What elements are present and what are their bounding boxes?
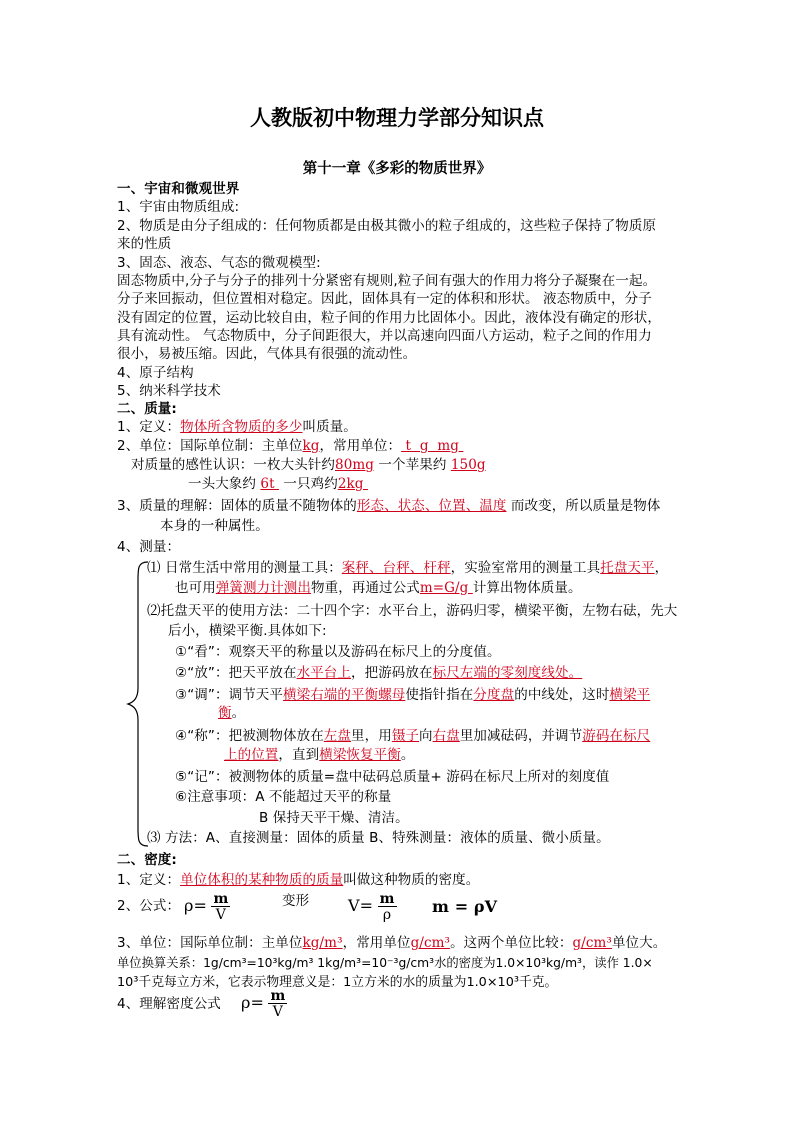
measure-tools-line [175, 579, 582, 597]
step-notes: B 保持天平干燥、清洁。 [259, 810, 409, 826]
key-term: 单位体积的某种物质的质量 [180, 872, 344, 888]
mass-understanding [117, 497, 661, 515]
key-term: 分度盘 [473, 687, 515, 703]
key-term: g/cm³ [572, 935, 612, 951]
text-line: 4、原子结构 [117, 365, 194, 381]
key-term: 2kg [337, 476, 368, 492]
text-line: 4、测量： [117, 539, 181, 555]
measure-methods: ⑶ 方法：A、直接测量：固体的质量 B、特殊测量：液体的质量、微小质量。 [147, 830, 610, 846]
key-term: g/cm³ [410, 935, 451, 951]
key-term: t g mg [401, 438, 464, 454]
text: ②“放”：把天平放在 [175, 665, 297, 681]
key-term: 横梁恢复平衡 [319, 747, 401, 763]
text: ⑴ 日常生活中常用的测量工具： [147, 560, 342, 576]
text: 。 [400, 747, 415, 763]
text: 3、单位：国际单位制：主单位 [117, 935, 303, 951]
v-symbol: V [348, 896, 360, 915]
key-term: 左盘 [323, 728, 351, 744]
text: 1、定义： [117, 419, 181, 435]
density-formula-repeat [241, 986, 287, 1021]
text: 向 [419, 728, 433, 744]
text: 计算出物体质量。 [472, 580, 582, 596]
text-line: 后小，横梁平衡.具体如下: [168, 623, 327, 639]
text: 。 [231, 705, 246, 721]
text: 叫做这种物质的密度。 [343, 872, 480, 888]
section-heading-mass: 二、质量: [117, 401, 177, 417]
unit-conversion: 单位换算关系：1g/cm³=10³kg/m³ 1kg/m³=10⁻³g/cm³水的密度为1.0×10³kg/m³，读作 1.0× [117, 956, 653, 970]
rho-symbol: ρ [241, 993, 251, 1012]
text: 对质量的感性认识：一枚大头针约 [131, 457, 335, 473]
text-line: 变形 [282, 893, 310, 909]
text: 一只鸡约 [279, 476, 338, 492]
text: ④“称”：把被测物体放在 [175, 728, 324, 744]
text: 的中线处，这时 [514, 687, 610, 703]
key-term: 镊子 [391, 728, 420, 744]
numerator: m [270, 987, 286, 1004]
mass-formula: m = ρV [432, 897, 498, 916]
step-weigh [175, 727, 650, 745]
numerator: m [213, 890, 229, 907]
equals-sign: = [193, 896, 208, 915]
text-line: 具有流动性。 气态物质中，分子间距很大，并以高速向四面八方运动，粒子之间的作用力 [117, 328, 652, 344]
key-term: m=G/g [419, 580, 473, 596]
fraction [268, 989, 287, 1020]
text: 叫质量。 [302, 419, 357, 435]
formula-label: 2、公式： [117, 898, 181, 914]
unit-conversion: 10³千克每立方米，它表示物理意义是：1立方米的水的质量为1.0×10³千克。 [117, 975, 558, 990]
text: ，把游码放在 [351, 665, 433, 681]
density-unit [117, 934, 666, 952]
text: 使指针指在 [405, 687, 474, 703]
text: ，实验室常用的测量工具 [450, 560, 601, 576]
key-term: 横梁平 [609, 687, 651, 703]
rho-symbol: ρ [184, 896, 194, 915]
text: 而改变，所以质量是物体 [506, 498, 661, 514]
step-place [175, 664, 582, 682]
step-look: ①“看”：观察天平的称量以及游码在标尺上的分度值。 [175, 644, 501, 660]
text-line: 1、宇宙由物质组成: [117, 199, 240, 215]
step-weigh-cont [224, 746, 414, 764]
section-heading-density: 二、密度: [117, 852, 177, 868]
text-line: 没有固定的位置，运动比较自由，粒子间的作用力比固体小。因此，液体没有确定的形状， [117, 310, 661, 326]
text: ，直到 [278, 747, 320, 763]
key-term: 托盘天平 [600, 560, 655, 576]
key-term: kg/m³ [302, 935, 343, 951]
text: ， [654, 560, 669, 576]
mass-unit [117, 437, 463, 455]
fraction [378, 892, 397, 923]
key-term: 标尺左端的零刻度线处。 [432, 665, 583, 681]
measure-tools-line [147, 559, 668, 577]
step-adjust [175, 686, 650, 704]
denominator: V [272, 1003, 283, 1020]
text-line: ⑵托盘天平的使用方法：二十四个字：水平台上，游码归零，横梁平衡，左物右砝，先大 [147, 603, 678, 619]
key-term: 弹簧测力计测出 [215, 580, 312, 596]
key-term: kg [302, 438, 320, 454]
denominator: V [215, 906, 226, 923]
text: 。这两个单位比较： [450, 935, 573, 951]
text: 一个苹果约 [374, 457, 451, 473]
text-line: 5、纳米科学技术 [117, 383, 221, 399]
text-line: 2、物质是由分子组成的：任何物质都是由极其微小的粒子组成的，这些粒子保持了物质原 [117, 218, 657, 234]
text: 单位大。 [611, 935, 667, 951]
equals-sign: = [359, 896, 374, 915]
key-term: 水平台上 [296, 665, 351, 681]
text: 2、单位：国际单位制：主单位 [117, 438, 303, 454]
text-line: 来的性质 [117, 236, 172, 252]
section-heading-universe: 一、宇宙和微观世界 [117, 181, 240, 197]
text: 1、定义： [117, 872, 181, 888]
step-record: ⑤“记”：被测物体的质量=盘中砝码总质量+ 游码在标尺上所对的刻度值 [175, 769, 610, 785]
chapter-heading: 第十一章《多彩的物质世界》 [302, 160, 492, 177]
key-term: 游码在标尺 [582, 728, 651, 744]
document-title: 人教版初中物理力学部分知识点 [250, 105, 544, 130]
text-line: 3、固态、液态、气态的微观模型: [117, 255, 321, 271]
fraction [211, 892, 230, 923]
text: 也可用 [175, 580, 216, 596]
mass-sense-line [131, 456, 486, 474]
text: ，常用单位 [342, 935, 411, 951]
text-line: 固态物质中,分子与分子的排列十分紧密有规则,粒子间有强大的作用力将分子凝聚在一起。 [117, 273, 657, 289]
key-term: 案秤、台秤、杆秤 [341, 560, 451, 576]
text-line: 很小，易被压缩。因此，气体具有很强的流动性。 [117, 346, 417, 362]
key-term: 横梁右端的平衡螺母 [283, 687, 406, 703]
key-term: 6t [260, 476, 280, 492]
key-term: 上的位置 [224, 747, 279, 763]
key-term: 右盘 [432, 728, 460, 744]
key-term: 80mg [335, 457, 375, 473]
text: ，常用单位： [319, 438, 402, 454]
text: 物重，再通过公式 [311, 580, 420, 596]
text: 里加减砝码，并调节 [459, 728, 583, 744]
text-line: 本身的一种属性。 [160, 518, 269, 534]
density-formula [184, 889, 230, 924]
numerator: m [379, 890, 395, 907]
text: ③“调”：调节天平 [175, 687, 283, 703]
denominator: ρ [382, 906, 392, 923]
key-term: 形态、状态、位置、温度 [356, 498, 507, 514]
text: 里，用 [351, 728, 392, 744]
mass-definition [117, 418, 357, 436]
text-line: 分子来回振动，但位置相对稳定。因此，固体具有一定的体积和形状。 液态物质中，分子 [117, 291, 652, 307]
step-adjust-cont [218, 704, 245, 722]
key-term: 150g [450, 457, 486, 473]
mass-sense-line [188, 475, 368, 493]
step-notes: ⑥注意事项：A 不能超过天平的称量 [175, 789, 392, 805]
key-term: 衡 [218, 705, 232, 721]
equals-sign: = [250, 993, 265, 1012]
text-line: 4、理解密度公式 [117, 996, 221, 1012]
text: 一头大象约 [188, 476, 261, 492]
volume-formula [348, 889, 397, 924]
key-term: 物体所含物质的多少 [180, 419, 303, 435]
text: 3、质量的理解：固体的质量不随物体的 [117, 498, 357, 514]
density-definition [117, 871, 479, 889]
